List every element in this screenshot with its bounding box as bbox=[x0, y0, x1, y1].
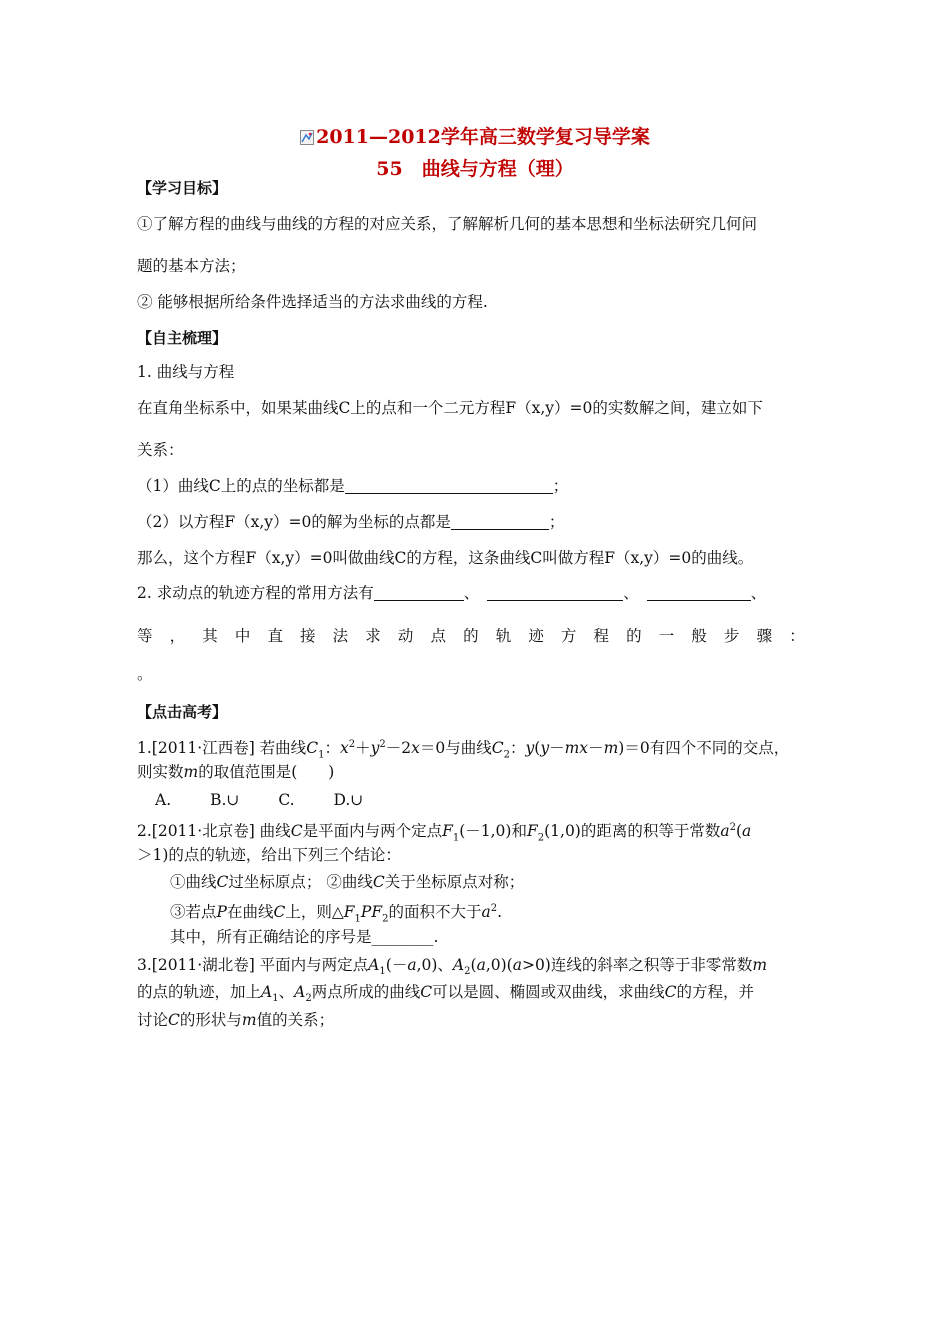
option-a: A. bbox=[155, 791, 172, 809]
char: 方 bbox=[560, 627, 577, 645]
char: 程 bbox=[593, 627, 610, 645]
math: a bbox=[476, 956, 486, 974]
problem-1-options bbox=[155, 790, 397, 810]
text: 在曲线 bbox=[226, 903, 274, 922]
conclusion: 那么，这个方程F（x,y）=0叫做曲线C的方程，这条曲线C叫做方程F（x,y）=0的曲线。 bbox=[137, 549, 754, 567]
math-sub: 2 bbox=[464, 966, 471, 978]
math: x bbox=[339, 739, 349, 758]
math: A bbox=[294, 983, 306, 1001]
problem-2-statement-3 bbox=[170, 899, 502, 929]
math: y bbox=[540, 739, 550, 758]
math-sup: 2 bbox=[729, 822, 736, 833]
goal1-line1: ①了解方程的曲线与曲线的方程的对应关系，了解解析几何的基本思想和坐标法研究几何问 bbox=[137, 215, 758, 233]
math: C bbox=[290, 822, 303, 841]
item2-line1 bbox=[137, 583, 766, 603]
condition-1-end: ； bbox=[552, 477, 569, 495]
char: ， bbox=[169, 627, 186, 645]
math-sub: 1 bbox=[318, 749, 325, 761]
text: 值的关系； bbox=[256, 1011, 335, 1029]
math: F bbox=[442, 822, 453, 841]
broken-image-icon bbox=[300, 128, 314, 143]
char: 接 bbox=[300, 627, 316, 645]
text: ： bbox=[324, 739, 340, 758]
math: C bbox=[372, 873, 385, 891]
item1-text-line2: 关系： bbox=[137, 441, 184, 459]
problem-1-line2 bbox=[137, 762, 334, 782]
char: ： bbox=[789, 627, 805, 645]
answer-blank bbox=[374, 584, 464, 601]
text: ①曲线 bbox=[170, 873, 217, 891]
text: 讨论 bbox=[137, 1011, 169, 1029]
text: ： bbox=[509, 739, 526, 758]
problem-2-statement-1 bbox=[170, 872, 524, 892]
text: (1,0)的距离的积等于常数 bbox=[544, 822, 721, 841]
char: 其 bbox=[202, 627, 218, 645]
problem-2-line1 bbox=[137, 818, 751, 848]
text: 的方程，并 bbox=[676, 983, 754, 1001]
math-sup: 2 bbox=[348, 739, 356, 750]
math: y bbox=[370, 739, 380, 758]
math: F bbox=[526, 822, 538, 841]
math: C bbox=[664, 983, 677, 1001]
condition-1-text: （1）曲线C上的点的坐标都是 bbox=[137, 477, 345, 495]
math-sub: 1 bbox=[354, 913, 361, 925]
math: C bbox=[420, 983, 433, 1001]
item1-title: 1. 曲线与方程 bbox=[137, 363, 235, 381]
option-b: B.∪ bbox=[210, 791, 240, 809]
math: F bbox=[343, 903, 355, 922]
char: 一 bbox=[658, 627, 675, 645]
math-sub: 2 bbox=[382, 913, 389, 925]
text: ,0)、 bbox=[416, 956, 453, 974]
option-c: C. bbox=[278, 791, 295, 809]
condition-2 bbox=[137, 512, 564, 532]
goal2: ② 能够根据所给条件选择适当的方法求曲线的方程. bbox=[137, 293, 488, 311]
condition-2-end: ； bbox=[548, 513, 565, 531]
text: ③若点 bbox=[170, 903, 217, 922]
char: 等 bbox=[137, 627, 153, 645]
math: C bbox=[168, 1011, 180, 1029]
text: ( bbox=[735, 822, 743, 841]
text: 关于坐标原点对称； bbox=[384, 873, 525, 891]
math: x bbox=[411, 739, 420, 758]
math: C bbox=[491, 739, 504, 758]
math-sub: 1 bbox=[272, 993, 279, 1005]
text: 的取值范围是( ) bbox=[198, 763, 335, 781]
text: (－1,0)和 bbox=[459, 822, 527, 841]
math: a bbox=[512, 956, 522, 974]
text: 两点所成的曲线 bbox=[311, 983, 421, 1001]
char: 般 bbox=[691, 627, 707, 645]
text: )＝0有四个不同的交点， bbox=[618, 739, 790, 758]
document-subtitle: 55 曲线与方程（理） bbox=[376, 158, 574, 180]
math: A bbox=[368, 956, 380, 974]
option-d: D.∪ bbox=[333, 791, 364, 809]
problem-2-line2: ＞1)的点的轨迹，给出下列三个结论： bbox=[137, 846, 401, 864]
math-sub: 2 bbox=[305, 993, 312, 1005]
math-sup: 2 bbox=[490, 903, 498, 914]
condition-1 bbox=[137, 476, 568, 496]
problem-3-line2 bbox=[137, 982, 754, 1009]
text: . bbox=[497, 903, 503, 922]
goals-heading: 【学习目标】 bbox=[137, 179, 228, 197]
math: mx bbox=[564, 739, 589, 758]
math-sub: 2 bbox=[537, 832, 545, 844]
problem-3-line3 bbox=[137, 1010, 334, 1030]
separator: 、 bbox=[463, 584, 480, 602]
review-heading: 【自主梳理】 bbox=[137, 329, 228, 347]
answer-blank bbox=[451, 513, 549, 530]
answer-blank bbox=[487, 584, 623, 601]
math: C bbox=[273, 903, 286, 922]
goal1-line2: 题的基本方法； bbox=[137, 257, 246, 275]
char: 动 bbox=[397, 627, 414, 645]
text: 可以是圆、椭圆或双曲线，求曲线 bbox=[432, 983, 665, 1001]
text: 、 bbox=[278, 983, 295, 1001]
text: 的形状与 bbox=[179, 1011, 242, 1029]
char: 求 bbox=[365, 627, 381, 645]
char: 直 bbox=[267, 627, 283, 645]
char: 骤 bbox=[756, 627, 773, 645]
condition-2-text: （2）以方程F（x,y）=0的解为坐标的点都是 bbox=[137, 513, 451, 531]
char: 迹 bbox=[528, 627, 544, 645]
math: A bbox=[452, 956, 465, 974]
text: 是平面内与两个定点 bbox=[302, 822, 443, 841]
item2-line2 bbox=[137, 624, 805, 646]
text: 3.[2011·湖北卷] 平面内与两定点 bbox=[137, 956, 369, 974]
math: a bbox=[407, 956, 417, 974]
item2-text: 2. 求动点的轨迹方程的常用方法有 bbox=[137, 584, 374, 602]
text: ( bbox=[470, 956, 477, 974]
text: － bbox=[588, 739, 604, 758]
math: PF bbox=[360, 903, 383, 922]
char: 的 bbox=[626, 627, 642, 645]
text: ＝0与曲线 bbox=[419, 739, 492, 758]
problem-3-line1 bbox=[137, 955, 767, 982]
separator: 、 bbox=[623, 584, 639, 602]
text: 过坐标原点； ②曲线 bbox=[228, 873, 373, 891]
separator: 、 bbox=[750, 584, 767, 602]
item1-text-line1: 在直角坐标系中，如果某曲线C上的点和一个二元方程F（x,y）=0的实数解之间，建立如下 bbox=[137, 399, 763, 417]
problem-1-line1 bbox=[137, 735, 789, 765]
answer-blank bbox=[345, 477, 553, 494]
text: ＋ bbox=[355, 739, 371, 758]
text: 则实数 bbox=[137, 763, 184, 781]
math: C bbox=[306, 739, 319, 758]
problem-2-question: 其中，所有正确结论的序号是________. bbox=[170, 928, 439, 946]
text: ,0)( bbox=[485, 956, 513, 974]
math: m bbox=[183, 763, 199, 781]
math-sub: 1 bbox=[379, 966, 386, 978]
document-title bbox=[0, 122, 950, 149]
char: 点 bbox=[430, 627, 446, 645]
char: 的 bbox=[463, 627, 479, 645]
math: A bbox=[261, 983, 273, 1001]
text: 上，则△ bbox=[285, 903, 344, 922]
math: P bbox=[216, 903, 227, 922]
math: a bbox=[720, 822, 730, 841]
text: －2 bbox=[385, 739, 412, 758]
text: ( bbox=[534, 739, 541, 758]
item2-line3: 。 bbox=[137, 665, 153, 683]
char: 轨 bbox=[495, 627, 512, 645]
char: 中 bbox=[234, 627, 251, 645]
text: 2.[2011·北京卷] 曲线 bbox=[137, 822, 291, 841]
exam-heading: 【点击高考】 bbox=[137, 703, 228, 721]
char: 步 bbox=[723, 627, 740, 645]
math: C bbox=[216, 873, 229, 891]
math-sub: 2 bbox=[503, 749, 510, 761]
math: a bbox=[481, 903, 491, 922]
text: 的点的轨迹，加上 bbox=[137, 983, 262, 1001]
math-sup: 2 bbox=[379, 739, 386, 750]
text: (－ bbox=[385, 956, 408, 974]
text: 1.[2011·江西卷] 若曲线 bbox=[137, 739, 307, 758]
answer-blank bbox=[647, 584, 751, 601]
math: m bbox=[603, 739, 619, 758]
math: y bbox=[525, 739, 535, 758]
title-line1: 2011—2012学年高三数学复习导学案 bbox=[316, 126, 650, 148]
char: 法 bbox=[332, 627, 349, 645]
math: m bbox=[241, 1011, 257, 1029]
math: a bbox=[742, 822, 752, 841]
text: － bbox=[549, 739, 565, 758]
text: >0)连线的斜率之积等于非零常数 bbox=[521, 956, 753, 974]
math: m bbox=[752, 956, 768, 974]
text: 的面积不大于 bbox=[388, 903, 482, 922]
math-sub: 1 bbox=[452, 832, 460, 844]
